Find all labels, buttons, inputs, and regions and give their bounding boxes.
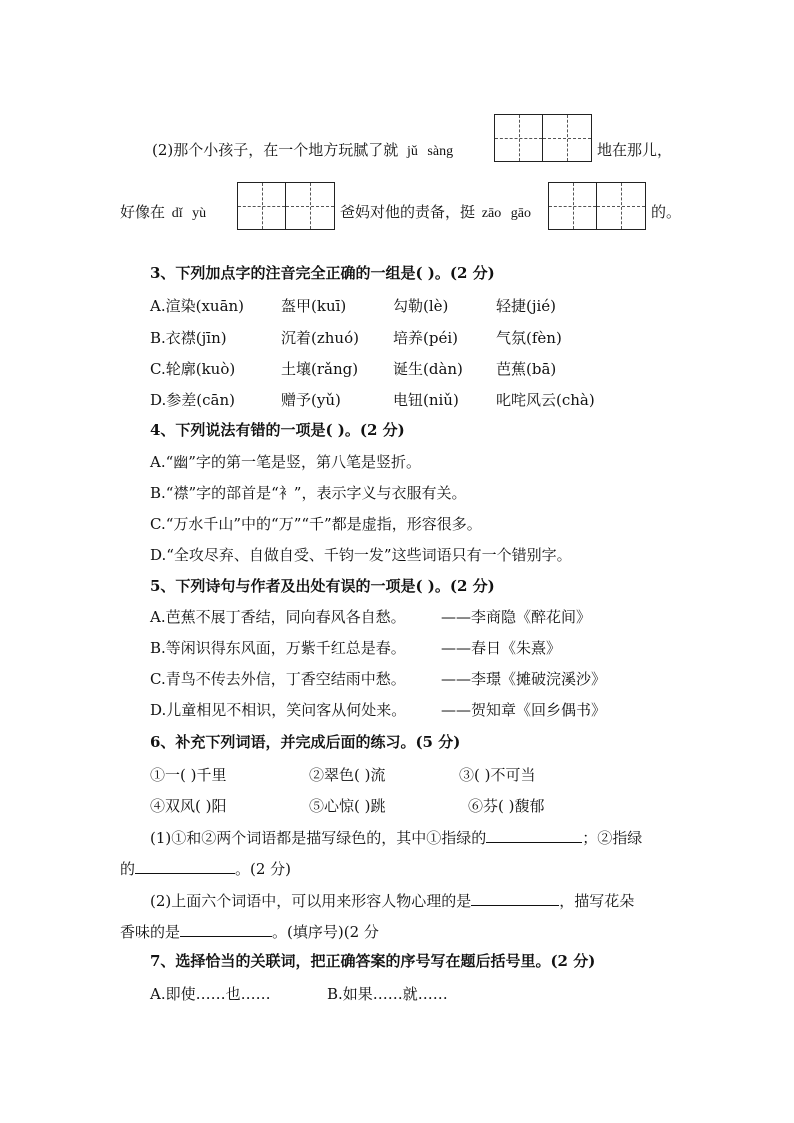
q6-sub2-text-d: 。(填序号)(2 分 xyxy=(272,923,379,941)
q6-sub1-text-b: ；②指绿 xyxy=(582,829,643,847)
q3-c-1: C.轮廓(kuò) xyxy=(150,360,236,378)
answer-grid-zaogao[interactable] xyxy=(548,182,646,230)
q6-sub1-text-c: 的 xyxy=(120,860,136,878)
q2-sub2-line1 xyxy=(152,140,453,162)
q6-title: 6、补充下列词语，并完成后面的练习。(5 分) xyxy=(150,733,461,751)
q7-option-a: A.即使……也…… xyxy=(150,985,271,1003)
q6-sub1-line1 xyxy=(150,826,642,848)
q3-d-2: 赠予(yǔ) xyxy=(281,391,341,409)
q6-sub2-blank-1[interactable] xyxy=(471,889,559,906)
q4-option-c: C.“万水千山”中的“万”“千”都是虚指，形容很多。 xyxy=(150,515,482,533)
q6-word-3: ③( )不可当 xyxy=(459,766,536,784)
q6-sub2-line2 xyxy=(120,920,379,942)
q6-sub2-line1 xyxy=(150,889,634,911)
q2-sub2-line2-end: 的。 xyxy=(651,203,682,221)
q5-title: 5、下列诗句与作者及出处有误的一项是( )。(2 分) xyxy=(150,577,495,595)
q5-option-a-source: ——李商隐《醉花间》 xyxy=(441,608,592,626)
q5-option-c-source: ——李璟《摊破浣溪沙》 xyxy=(441,670,607,688)
q3-b-2: 沉着(zhuó) xyxy=(281,329,359,347)
q4-title: 4、下列说法有错的一项是( )。(2 分) xyxy=(150,421,405,439)
q3-title: 3、下列加点字的注音完全正确的一组是( )。(2 分) xyxy=(150,264,495,282)
q5-option-c: C.青鸟不传去外信，丁香空结雨中愁。 xyxy=(150,670,406,688)
q3-a-4: 轻捷(jié) xyxy=(496,297,557,315)
q4-option-d: D.“全攻尽弃、自做自受、千钧一发”这些词语只有一个错别字。 xyxy=(150,546,572,564)
q6-sub1-blank-2[interactable] xyxy=(135,857,235,874)
q6-sub2-text-b: ，描写花朵 xyxy=(559,892,635,910)
q5-option-a: A.芭蕉不展丁香结，同向春风各自愁。 xyxy=(150,608,406,626)
q2-sub2-line2 xyxy=(120,202,206,224)
q4-option-b: B.“襟”字的部首是“衤”，表示字义与衣服有关。 xyxy=(150,484,467,502)
q3-a-3: 勾勒(lè) xyxy=(393,297,449,315)
pinyin-diyu: dǐ yù xyxy=(171,206,207,221)
pinyin-zaogao: zāo gāo xyxy=(481,206,531,221)
q6-sub1-text-d: 。(2 分) xyxy=(235,860,292,878)
pinyin-jusang: jǔ sàng xyxy=(407,144,454,159)
q6-sub1-blank-1[interactable] xyxy=(486,826,582,843)
q7-option-b: B.如果……就…… xyxy=(327,985,448,1003)
q6-word-1: ①一( )千里 xyxy=(150,766,227,784)
q6-word-5: ⑤心惊( )跳 xyxy=(309,797,386,815)
q6-sub2-blank-2[interactable] xyxy=(180,920,272,937)
q3-c-2: 土壤(rǎng) xyxy=(281,360,359,378)
q5-option-b: B.等闲识得东风面，万紫千红总是春。 xyxy=(150,639,406,657)
q3-a-2: 盔甲(kuī) xyxy=(281,297,347,315)
q5-option-d: D.儿童相见不相识，笑问客从何处来。 xyxy=(150,701,407,719)
q3-a-1: A.渲染(xuān) xyxy=(150,297,245,315)
q6-sub2-text-c: 香味的是 xyxy=(120,923,181,941)
q2-sub2-text-a: (2)那个小孩子，在一个地方玩腻了就 xyxy=(152,141,399,159)
q6-sub1-text-a: (1)①和②两个词语都是描写绿色的，其中①指绿的 xyxy=(150,829,487,847)
q3-c-3: 诞生(dàn) xyxy=(393,360,463,378)
q2-sub2-text-c: 爸妈对他的责备，挺 xyxy=(340,203,476,221)
q3-d-1: D.参差(cān) xyxy=(150,391,235,409)
q3-b-1: B.衣襟(jīn) xyxy=(150,329,227,347)
q7-title: 7、选择恰当的关联词，把正确答案的序号写在题后括号里。(2 分) xyxy=(150,952,596,970)
q6-sub1-line2 xyxy=(120,857,291,879)
answer-grid-jusang[interactable] xyxy=(494,114,592,162)
q6-word-6: ⑥芬( )馥郁 xyxy=(468,797,545,815)
q5-option-d-source: ——贺知章《回乡偶书》 xyxy=(441,701,607,719)
q3-b-3: 培养(péi) xyxy=(393,329,458,347)
q6-word-4: ④双风( )阳 xyxy=(150,797,227,815)
q2-sub2-text-b: 好像在 xyxy=(120,203,166,221)
q5-option-b-source: ——春日《朱熹》 xyxy=(441,639,562,657)
q3-c-4: 芭蕉(bā) xyxy=(496,360,557,378)
q3-b-4: 气氛(fèn) xyxy=(496,329,562,347)
answer-grid-diyu[interactable] xyxy=(237,182,335,230)
q3-d-4: 叱咤风云(chà) xyxy=(496,391,595,409)
q4-option-a: A.“幽”字的第一笔是竖，第八笔是竖折。 xyxy=(150,453,421,471)
q6-word-2: ②翠色( )流 xyxy=(309,766,386,784)
q2-sub2-line2-mid xyxy=(340,202,531,224)
q3-d-3: 电钮(niǔ) xyxy=(393,391,459,409)
q2-sub2-line1-end: 地在那儿， xyxy=(597,141,673,159)
q6-sub2-text-a: (2)上面六个词语中，可以用来形容人物心理的是 xyxy=(150,892,472,910)
